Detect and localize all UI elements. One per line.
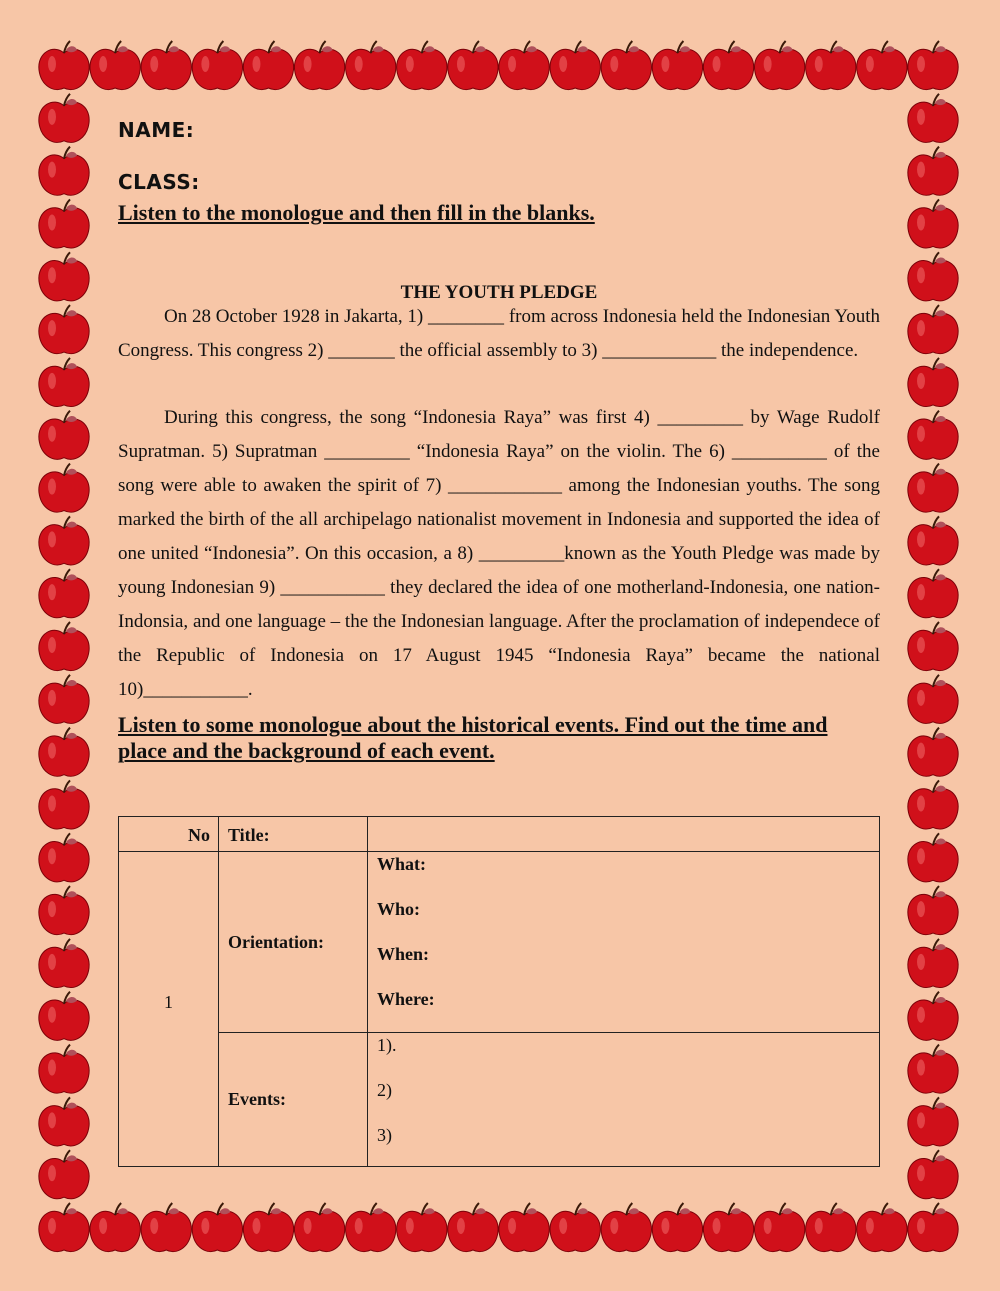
apple-icon (39, 939, 89, 988)
event-item-2: 2) (377, 1080, 392, 1100)
apple-icon (294, 1203, 344, 1252)
apple-icon (908, 886, 958, 935)
orientation-answer-cell[interactable] (368, 852, 880, 1033)
title-header: Title: (219, 817, 368, 852)
event-item-1: 1). (377, 1035, 397, 1055)
apple-icon (39, 886, 89, 935)
apple-icon (908, 411, 958, 460)
apple-icon (908, 199, 958, 248)
apple-icon (39, 464, 89, 513)
row-number: 1 (119, 852, 219, 1167)
apple-icon (550, 1203, 600, 1252)
apple-icon (908, 358, 958, 407)
apple-icon (754, 41, 804, 90)
apple-icon (39, 833, 89, 882)
apple-icon (39, 1097, 89, 1146)
name-label: NAME: (118, 118, 195, 142)
apple-icon (908, 939, 958, 988)
apple-icon (243, 41, 293, 90)
apple-icon (908, 1097, 958, 1146)
apple-icon (397, 41, 447, 90)
events-label: Events: (219, 1033, 368, 1167)
apple-icon (39, 569, 89, 618)
table-row (119, 852, 880, 1033)
apple-icon (908, 147, 958, 196)
apple-icon (39, 675, 89, 724)
apple-icon (192, 1203, 242, 1252)
instruction-historical-events: Listen to some monologue about the historical events. Find out the time and place and the background of each event. (118, 712, 828, 763)
orientation-when: When: (377, 944, 430, 964)
apple-icon (754, 1203, 804, 1252)
apple-icon (703, 1203, 753, 1252)
table-row (119, 1033, 880, 1167)
apple-icon (294, 41, 344, 90)
apple-icon (141, 41, 191, 90)
passage-title: THE YOUTH PLEDGE (400, 282, 598, 303)
apple-icon (806, 41, 856, 90)
apple-icon (652, 41, 702, 90)
apple-icon (908, 675, 958, 724)
apple-icon (90, 41, 140, 90)
apple-icon (448, 1203, 498, 1252)
table-header-row (119, 817, 880, 852)
apple-icon (397, 1203, 447, 1252)
apple-icon (499, 41, 549, 90)
apple-icon (39, 780, 89, 829)
apple-icon (448, 41, 498, 90)
apple-icon (908, 569, 958, 618)
apple-icon (601, 1203, 651, 1252)
apple-icon (908, 41, 958, 90)
apple-icon (908, 833, 958, 882)
apple-icon (908, 780, 958, 829)
apple-icon (908, 728, 958, 777)
apple-icon (908, 94, 958, 143)
apple-icon (806, 1203, 856, 1252)
orientation-where: Where: (377, 989, 435, 1009)
apple-icon (652, 1203, 702, 1252)
apple-icon (703, 41, 753, 90)
apple-icon (346, 1203, 396, 1252)
apple-icon (39, 411, 89, 460)
apple-icon (857, 1203, 907, 1252)
no-header: No (119, 817, 219, 852)
apple-icon (908, 464, 958, 513)
orientation-label: Orientation: (219, 852, 368, 1033)
apple-icon (908, 1045, 958, 1094)
orientation-what: What: (377, 854, 426, 874)
events-table (118, 816, 880, 1167)
apple-icon (39, 94, 89, 143)
apple-icon (39, 728, 89, 777)
apple-icon (90, 1203, 140, 1252)
passage-paragraph-1: On 28 October 1928 in Jakarta, 1) ________ from across Indonesia held the Indonesian Youth Congress. This congress 2) _______ the official assembly to 3) ____________ the independence. (118, 306, 880, 361)
apple-icon (908, 252, 958, 301)
orientation-who: Who: (377, 899, 421, 919)
apple-icon (857, 41, 907, 90)
instruction-fill-blanks: Listen to the monologue and then fill in the blanks. (118, 200, 595, 225)
apple-icon (346, 41, 396, 90)
apple-icon (39, 516, 89, 565)
apple-icon (908, 992, 958, 1041)
apple-icon (243, 1203, 293, 1252)
apple-icon (499, 1203, 549, 1252)
apple-icon (908, 622, 958, 671)
apple-icon (39, 622, 89, 671)
apple-icon (141, 1203, 191, 1252)
apple-icon (39, 252, 89, 301)
event-item-3: 3) (377, 1125, 392, 1145)
apple-icon (39, 1203, 89, 1252)
apple-icon (39, 41, 89, 90)
title-answer-cell[interactable] (368, 817, 880, 852)
apple-icon (908, 305, 958, 354)
apple-icon (39, 305, 89, 354)
apple-icon (601, 41, 651, 90)
apple-icon (39, 147, 89, 196)
events-answer-cell[interactable] (368, 1033, 880, 1167)
apple-icon (39, 1150, 89, 1199)
apple-icon (550, 41, 600, 90)
apple-icon (39, 199, 89, 248)
apple-icon (39, 1045, 89, 1094)
apple-icon (192, 41, 242, 90)
class-label: CLASS: (118, 170, 200, 194)
apple-icon (908, 516, 958, 565)
apple-icon (39, 992, 89, 1041)
passage-paragraph-2: During this congress, the song “Indonesia Raya” was first 4) _________ by Wage Rudolf Supratman. 5) Supratman _________ “Indonesia Raya” on the violin. The 6) __________ of the song were able to awaken the spirit of 7) ____________ among the Indonesian youths. The song marked the birth of the all archipelago nationalist movement in Indonesia and supported the idea of one united “Indonesia”. On this occasion, a 8) _________known as the Youth Pledge was made by young Indonesian 9) ___________ they declared the idea of one motherland-Indonesia, one nation-Indonsia, and one language – the the Indonesian language. After the proclamation of independece of the Republic of Indonesia on 17 August 1945 “Indonesia Raya” became the national 10)___________. (118, 407, 880, 700)
apple-icon (908, 1203, 958, 1252)
apple-icon (39, 358, 89, 407)
apple-icon (908, 1150, 958, 1199)
